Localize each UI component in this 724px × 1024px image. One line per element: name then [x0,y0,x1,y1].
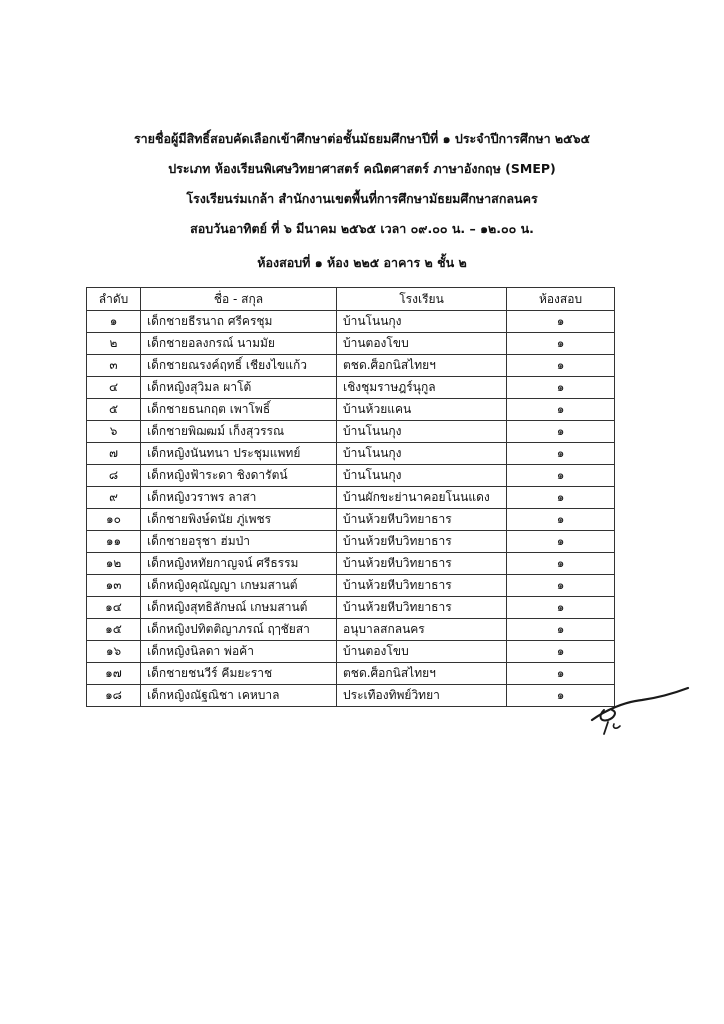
table-row [87,333,615,355]
cell-school: บ้านโนนกุง [337,421,507,443]
cell-room: ๑ [507,443,615,465]
header-school: โรงเรียน [337,288,507,311]
cell-room: ๑ [507,531,615,553]
document-heading [60,124,664,278]
table-row [87,553,615,575]
cell-school: บ้านตองโขบ [337,333,507,355]
cell-number: ๕ [87,399,141,421]
cell-name: เด็กหญิงณัฐณิชา เคหบาล [141,685,337,707]
table-row [87,355,615,377]
cell-name: เด็กหญิงสุทธิลักษณ์ เกษมสานต์ [141,597,337,619]
cell-school: ประเทืองทิพย์วิทยา [337,685,507,707]
cell-number: ๑๗ [87,663,141,685]
table-row [87,685,615,707]
signature [584,680,694,740]
header-room: ห้องสอบ [507,288,615,311]
cell-school: บ้านผักขะย่านาคอยโนนแดง [337,487,507,509]
cell-room: ๑ [507,641,615,663]
cell-room: ๑ [507,421,615,443]
table-row [87,575,615,597]
cell-school: บ้านห้วยหีบวิทยาธาร [337,597,507,619]
cell-name: เด็กหญิงปทิตติญาภรณ์ ฤๅชัยสา [141,619,337,641]
table-row [87,311,615,333]
heading-school: โรงเรียนร่มเกล้า สำนักงานเขตพื้นที่การศึกษามัธยมศึกษาสกลนคร [186,191,538,206]
table-header-row [87,288,615,311]
table-row [87,663,615,685]
cell-name: เด็กหญิงฟ้าระดา ชิงดารัตน์ [141,465,337,487]
cell-room: ๑ [507,333,615,355]
table-row [87,619,615,641]
cell-room: ๑ [507,663,615,685]
table-row [87,487,615,509]
cell-room: ๑ [507,377,615,399]
cell-school: ตชด.ศ็อกนิสไทยฯ [337,355,507,377]
cell-number: ๑๑ [87,531,141,553]
cell-school: บ้านโนนกุง [337,311,507,333]
heading-category: ประเภท ห้องเรียนพิเศษวิทยาศาสตร์ คณิตศาสตร์ ภาษาอังกฤษ (SMEP) [168,161,556,176]
header-name: ชื่อ - สกุล [141,288,337,311]
heading-exam-date: สอบวันอาทิตย์ ที่ ๖ มีนาคม ๒๕๖๕ เวลา ๐๙.๐๐ น. – ๑๒.๐๐ น. [190,221,534,236]
cell-number: ๑๒ [87,553,141,575]
heading-exam-room: ห้องสอบที่ ๑ ห้อง ๒๒๕ อาคาร ๒ ชั้น ๒ [257,255,467,270]
cell-name: เด็กหญิงวราพร ลาสา [141,487,337,509]
cell-school: อนุบาลสกลนคร [337,619,507,641]
cell-name: เด็กชายอรุชา ฮ่มป่า [141,531,337,553]
heading-title: รายชื่อผู้มีสิทธิ์สอบคัดเลือกเข้าศึกษาต่อชั้นมัธยมศึกษาปีที่ ๑ ประจำปีการศึกษา ๒๕๖๕ [133,131,591,146]
cell-room: ๑ [507,553,615,575]
cell-name: เด็กหญิงนันทนา ประชุมแพทย์ [141,443,337,465]
cell-number: ๑๘ [87,685,141,707]
table-row [87,421,615,443]
cell-room: ๑ [507,509,615,531]
cell-name: เด็กหญิงหทัยกาญจน์ ศรีธรรม [141,553,337,575]
candidate-table [86,287,615,707]
table-row [87,443,615,465]
table-body [87,311,615,707]
table-row [87,465,615,487]
cell-room: ๑ [507,597,615,619]
cell-school: บ้านห้วยหีบวิทยาธาร [337,509,507,531]
cell-name: เด็กหญิงคุณัญญา เกษมสานต์ [141,575,337,597]
table-row [87,399,615,421]
cell-number: ๖ [87,421,141,443]
cell-number: ๑๐ [87,509,141,531]
cell-name: เด็กชายพิฌฒม์ เก็งสุวรรณ [141,421,337,443]
cell-school: บ้านโนนกุง [337,443,507,465]
cell-number: ๑๓ [87,575,141,597]
cell-number: ๑๔ [87,597,141,619]
cell-number: ๓ [87,355,141,377]
cell-number: ๒ [87,333,141,355]
cell-room: ๑ [507,487,615,509]
cell-school: บ้านห้วยหีบวิทยาธาร [337,531,507,553]
cell-school: เชิงชุมราษฎร์นุกูล [337,377,507,399]
cell-room: ๑ [507,465,615,487]
table-row [87,597,615,619]
cell-school: บ้านตองโขบ [337,641,507,663]
cell-number: ๑ [87,311,141,333]
header-number: ลำดับ [87,288,141,311]
cell-school: ตชด.ศ็อกนิสไทยฯ [337,663,507,685]
cell-number: ๗ [87,443,141,465]
table-row [87,509,615,531]
cell-name: เด็กชายชนวีร์ คีมยะราช [141,663,337,685]
cell-room: ๑ [507,311,615,333]
cell-school: บ้านห้วยหีบวิทยาธาร [337,575,507,597]
cell-room: ๑ [507,575,615,597]
cell-name: เด็กชายพิงษ์ดนัย ภู่เพชร [141,509,337,531]
cell-room: ๑ [507,355,615,377]
cell-school: บ้านห้วยแคน [337,399,507,421]
cell-school: บ้านห้วยหีบวิทยาธาร [337,553,507,575]
cell-room: ๑ [507,619,615,641]
cell-name: เด็กชายธีรนาถ ศรีครชุม [141,311,337,333]
cell-name: เด็กหญิงสุวิมล ผาโต้ [141,377,337,399]
cell-number: ๘ [87,465,141,487]
cell-number: ๔ [87,377,141,399]
cell-room: ๑ [507,685,615,707]
cell-number: ๑๖ [87,641,141,663]
table-row [87,531,615,553]
cell-number: ๑๕ [87,619,141,641]
cell-name: เด็กหญิงนิลดา พ่อค้า [141,641,337,663]
table-row [87,377,615,399]
table-row [87,641,615,663]
cell-name: เด็กชายธนกฤต เพาโพธิ์ [141,399,337,421]
cell-number: ๙ [87,487,141,509]
cell-school: บ้านโนนกุง [337,465,507,487]
cell-name: เด็กชายอลงกรณ์ นามมัย [141,333,337,355]
cell-room: ๑ [507,399,615,421]
cell-name: เด็กชายณรงค์ฤทธิ์ เชียงไขแก้ว [141,355,337,377]
